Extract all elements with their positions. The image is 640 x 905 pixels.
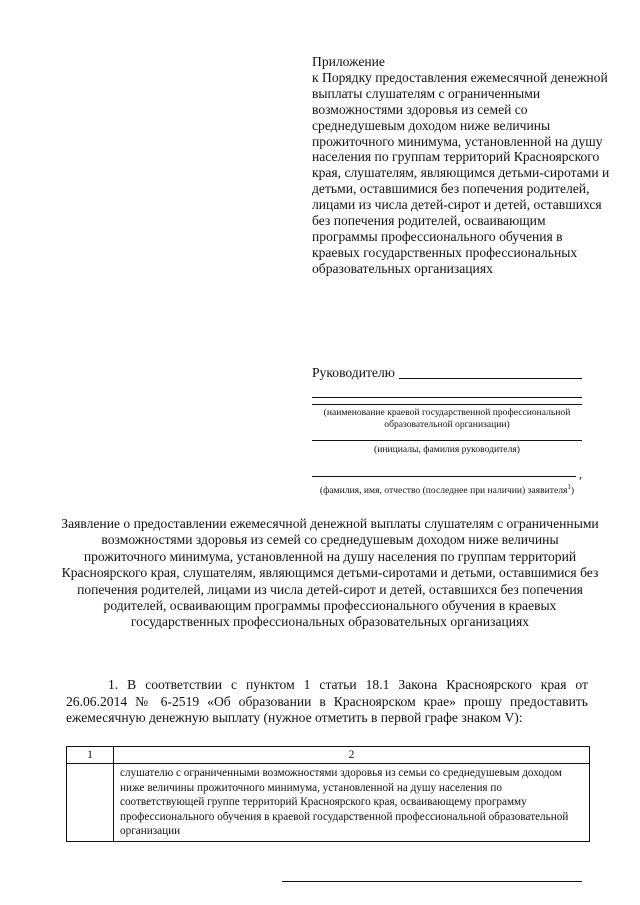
appendix-title: Приложение bbox=[312, 54, 385, 69]
recipient-head-line bbox=[312, 365, 582, 381]
table-option-text: слушателю с ограниченными возможностями здоровья из семьи со среднедушевым доходом ниже величины прожиточного минимума, установленной на душу населения по соответствующей группе территорий Красноярского края, осваивающему программу профессионального обучения в краевой государственной профессиональной образовательной организации bbox=[114, 764, 590, 842]
recipient-label: Руководителю bbox=[312, 365, 395, 380]
director-name-blank bbox=[312, 440, 582, 441]
table-header-row bbox=[67, 747, 590, 764]
payment-options-table bbox=[66, 746, 590, 842]
org-name-blank-2 bbox=[312, 404, 582, 405]
applicant-name-blank bbox=[312, 476, 576, 477]
applicant-caption-text: (фамилия, имя, отчество (последнее при наличии) заявителя bbox=[319, 484, 568, 496]
applicant-comma: , bbox=[579, 466, 582, 481]
appendix-text: к Порядку предоставления ежемесячной денежной выплаты слушателям с ограниченными возможностями здоровья из семей со среднедушевым доходом ниже величины прожиточного минимума, установленной на душу населения по группам территорий Красноярского края, слушателям, являющимся детьми-сиротами и детьми, оставшимися без попечения родителей, лицами из числа детей-сирот и детей, оставшихся без попечения родителей, осваивающим программы профессионального обучения в краевых государственных профессиональных образовательных организациях bbox=[312, 69, 610, 276]
footnote-separator bbox=[282, 881, 582, 882]
applicant-caption-end: ) bbox=[570, 484, 575, 496]
appendix-header bbox=[312, 54, 612, 277]
recipient-block bbox=[312, 365, 582, 496]
director-name-caption: (инициалы, фамилия руководителя) bbox=[374, 444, 520, 455]
footnote-mark: 1 bbox=[567, 482, 571, 491]
statement-title: Заявление о предоставлении ежемесячной денежной выплаты слушателям с ограниченными возможностями здоровья из семей со среднедушевым доходом ниже величины прожиточного минимума, установленной на душу населения по группам территорий Красноярского края, слушателям, являющимся детьми-сиротами и детьми, оставшимися без попечения родителей, лицами из числа детей-сирот и детей, оставшихся без попечения родителей, осваивающим программы профессионального обучения в краевых государственных профессиональных образовательных организациях bbox=[61, 516, 599, 630]
org-name-blank bbox=[312, 397, 582, 398]
applicant-caption bbox=[312, 482, 582, 497]
table-header-cell: 2 bbox=[114, 747, 590, 764]
table-checkbox-cell[interactable] bbox=[67, 764, 114, 842]
table-header-cell: 1 bbox=[67, 747, 114, 764]
applicant-line bbox=[312, 468, 582, 480]
org-name-caption: (наименование краевой государственной профессиональной образовательной организации) bbox=[323, 407, 571, 430]
table-row bbox=[67, 764, 590, 842]
statement-paragraph-1: 1. В соответствии с пунктом 1 статьи 18.1 Закона Красноярского края от 26.06.2014 № 6-2519 «Об образовании в Красноярском крае» прошу предоставить ежемесячную денежную выплату (нужное отметить в первой графе знаком V): bbox=[66, 677, 588, 725]
recipient-head-blank bbox=[399, 366, 582, 379]
